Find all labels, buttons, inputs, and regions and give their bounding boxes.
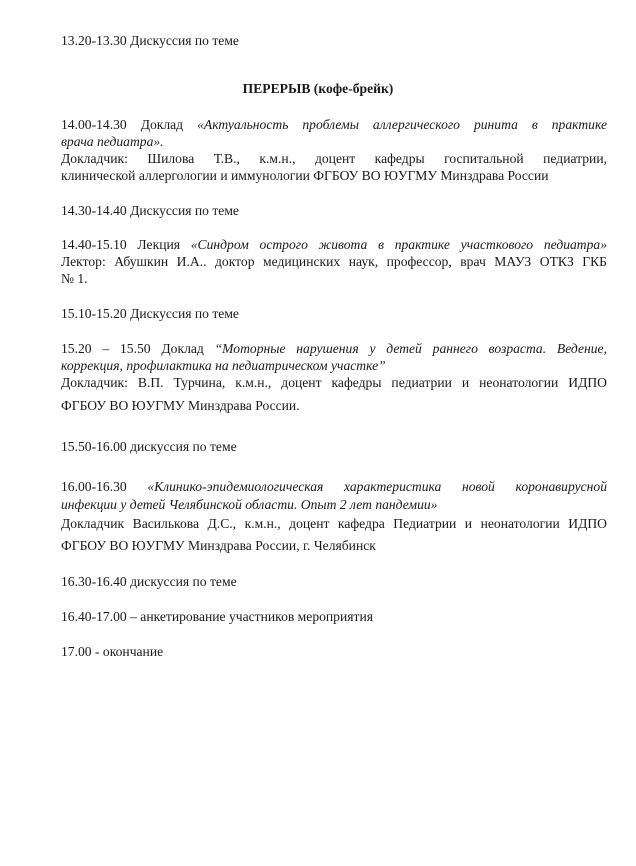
item1-title-line1: «Актуальность проблемы аллергического ринита в практике <box>197 117 607 132</box>
item1-time: 14.00-14.30 Доклад <box>61 117 198 132</box>
item3-heading <box>61 341 607 357</box>
item4-title-line2-row <box>61 497 607 513</box>
discussion-1630: 16.30-16.40 дискуссия по теме <box>61 574 237 589</box>
item2-title: «Синдром острого живота в практике участкового педиатра» <box>190 237 608 252</box>
discussion-1550: 15.50-16.00 дискуссия по теме <box>61 439 237 454</box>
item3-speaker-line2: ФГБОУ ВО ЮУГМУ Минздрава России. <box>61 398 300 413</box>
item2-heading <box>61 237 607 253</box>
discussion-1510: 15.10-15.20 Дискуссия по теме <box>61 306 239 321</box>
item2-speaker-line1: Лектор: Абушкин И.А.. доктор медицинских наук, профессор, врач МАУЗ ОТКЗ ГКБ <box>61 254 607 269</box>
survey-item: 16.40-17.00 – анкетирование участников мероприятия <box>61 609 373 624</box>
item2-time: 14.40-15.10 Лекция <box>61 237 191 252</box>
item1-speaker-line1: Докладчик: Шилова Т.В., к.м.н., доцент кафедры госпитальной педиатрии, <box>61 151 607 166</box>
item1-heading <box>61 117 607 133</box>
discussion-1320: 13.20-13.30 Дискуссия по теме <box>61 33 239 48</box>
end-item: 17.00 - окончание <box>61 644 164 659</box>
break-title: ПЕРЕРЫВ (кофе-брейк) <box>242 81 394 96</box>
item4-time: 16.00-16.30 <box>61 479 148 494</box>
discussion-1430: 14.30-14.40 Дискуссия по теме <box>61 203 239 218</box>
item4-heading <box>61 479 607 495</box>
item3-title-line2-row <box>61 358 607 374</box>
item3-speaker-line1: Докладчик: В.П. Турчина, к.м.н., доцент кафедры педиатрии и неонатологии ИДПО <box>61 375 607 390</box>
item4-title-line1: «Клинико-эпидемиологическая характеристика новой коронавирусной <box>147 479 607 494</box>
item3-title-line2: коррекция, профилактика на педиатрическом участке” <box>61 358 386 373</box>
item4-speaker-line1: Докладчик Василькова Д.С., к.м.н., доцент кафедра Педиатрии и неонатологии ИДПО <box>61 516 607 531</box>
item3-title-line1: “Моторные нарушения у детей раннего возраста. Ведение, <box>214 341 607 356</box>
item1-speaker-line2: клинической аллергологии и иммунологии ФГБОУ ВО ЮУГМУ Минздрава России <box>61 168 549 183</box>
item1-title-line2-row <box>61 134 607 150</box>
item4-speaker-line2: ФГБОУ ВО ЮУГМУ Минздрава России, г. Челябинск <box>61 538 376 553</box>
item2-speaker-line2: № 1. <box>61 271 88 286</box>
item3-time: 15.20 – 15.50 Доклад <box>61 341 215 356</box>
item1-title-line2: врача педиатра». <box>61 134 164 149</box>
item4-title-line2: инфекции у детей Челябинской области. Опыт 2 лет пандемии» <box>61 497 438 512</box>
